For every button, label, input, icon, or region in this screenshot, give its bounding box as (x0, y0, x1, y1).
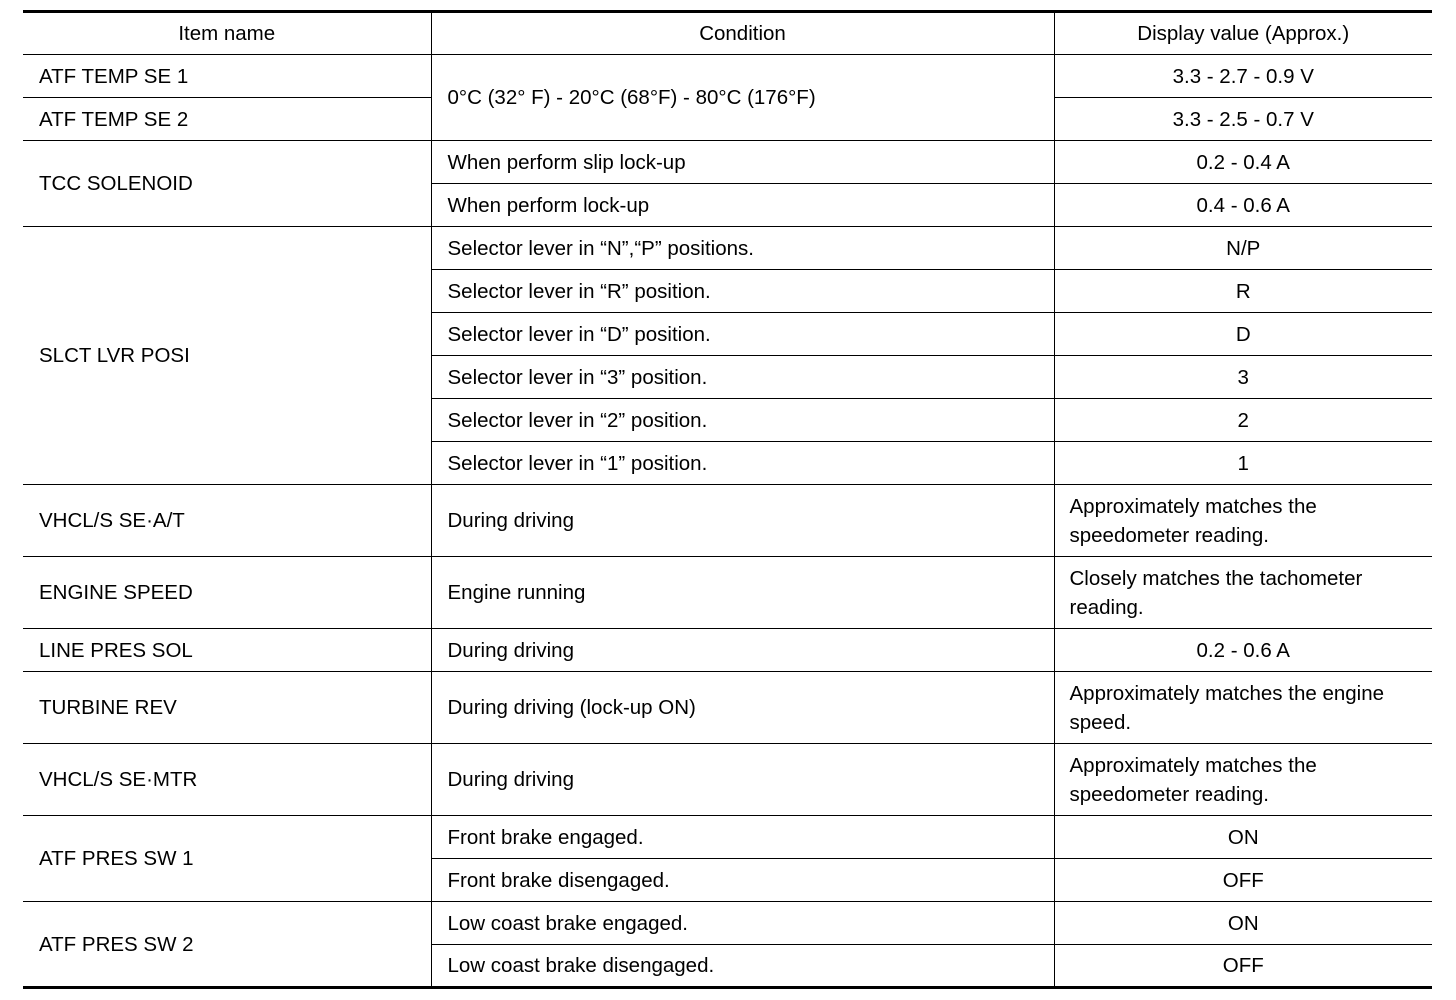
condition-cell: During driving (lock-up ON) (431, 672, 1054, 744)
item-name-cell: VHCL/S SE·MTR (23, 744, 431, 816)
item-name-cell: TCC SOLENOID (23, 141, 431, 227)
table-header (23, 12, 1432, 55)
table-row (23, 485, 1432, 557)
condition-cell: Selector lever in “3” position. (431, 356, 1054, 399)
table-row (23, 816, 1432, 859)
display-value-cell: R (1054, 270, 1432, 313)
item-name-cell: TURBINE REV (23, 672, 431, 744)
condition-cell: Selector lever in “2” position. (431, 399, 1054, 442)
display-value-cell: 0.2 - 0.6 A (1054, 629, 1432, 672)
display-value-cell: 3.3 - 2.5 - 0.7 V (1054, 98, 1432, 141)
item-name-cell: ATF PRES SW 1 (23, 816, 431, 902)
display-value-cell: D (1054, 313, 1432, 356)
condition-cell: When perform slip lock-up (431, 141, 1054, 184)
display-value-cell: ON (1054, 902, 1432, 945)
display-value-cell: Approximately matches the engine speed. (1054, 672, 1432, 744)
display-value-cell: Approximately matches the speedometer reading. (1054, 485, 1432, 557)
table-body (23, 55, 1432, 988)
display-value-cell: 1 (1054, 442, 1432, 485)
table-row (23, 227, 1432, 270)
table-row (23, 629, 1432, 672)
header-condition: Condition (431, 12, 1054, 55)
condition-cell: During driving (431, 629, 1054, 672)
item-name-cell: ATF TEMP SE 2 (23, 98, 431, 141)
condition-cell: During driving (431, 744, 1054, 816)
display-value-cell: Closely matches the tachometer reading. (1054, 557, 1432, 629)
item-name-cell: ENGINE SPEED (23, 557, 431, 629)
display-value-cell: 3.3 - 2.7 - 0.9 V (1054, 55, 1432, 98)
header-item-name: Item name (23, 12, 431, 55)
item-name-cell: VHCL/S SE·A/T (23, 485, 431, 557)
header-display-value: Display value (Approx.) (1054, 12, 1432, 55)
display-value-cell: ON (1054, 816, 1432, 859)
display-value-cell: 0.4 - 0.6 A (1054, 184, 1432, 227)
condition-cell: Selector lever in “N”,“P” positions. (431, 227, 1054, 270)
display-value-cell: 3 (1054, 356, 1432, 399)
item-name-cell: ATF TEMP SE 1 (23, 55, 431, 98)
item-name-cell: SLCT LVR POSI (23, 227, 431, 485)
condition-cell: When perform lock-up (431, 184, 1054, 227)
table-row (23, 141, 1432, 184)
condition-cell: Selector lever in “D” position. (431, 313, 1054, 356)
condition-cell: Front brake engaged. (431, 816, 1054, 859)
condition-cell: Engine running (431, 557, 1054, 629)
condition-cell: Selector lever in “1” position. (431, 442, 1054, 485)
condition-cell: Low coast brake engaged. (431, 902, 1054, 945)
condition-cell: During driving (431, 485, 1054, 557)
display-value-cell: OFF (1054, 859, 1432, 902)
display-value-cell: N/P (1054, 227, 1432, 270)
table-row (23, 557, 1432, 629)
condition-cell: Front brake disengaged. (431, 859, 1054, 902)
display-value-cell: 2 (1054, 399, 1432, 442)
table-row (23, 744, 1432, 816)
diagnostic-data-table (23, 10, 1432, 989)
condition-cell: 0°C (32° F) - 20°C (68°F) - 80°C (176°F) (431, 55, 1054, 141)
condition-cell: Low coast brake disengaged. (431, 945, 1054, 988)
item-name-cell: LINE PRES SOL (23, 629, 431, 672)
condition-cell: Selector lever in “R” position. (431, 270, 1054, 313)
header-row (23, 12, 1432, 55)
display-value-cell: Approximately matches the speedometer reading. (1054, 744, 1432, 816)
table-row (23, 902, 1432, 945)
display-value-cell: OFF (1054, 945, 1432, 988)
table-row (23, 55, 1432, 98)
display-value-cell: 0.2 - 0.4 A (1054, 141, 1432, 184)
item-name-cell: ATF PRES SW 2 (23, 902, 431, 988)
table-row (23, 672, 1432, 744)
